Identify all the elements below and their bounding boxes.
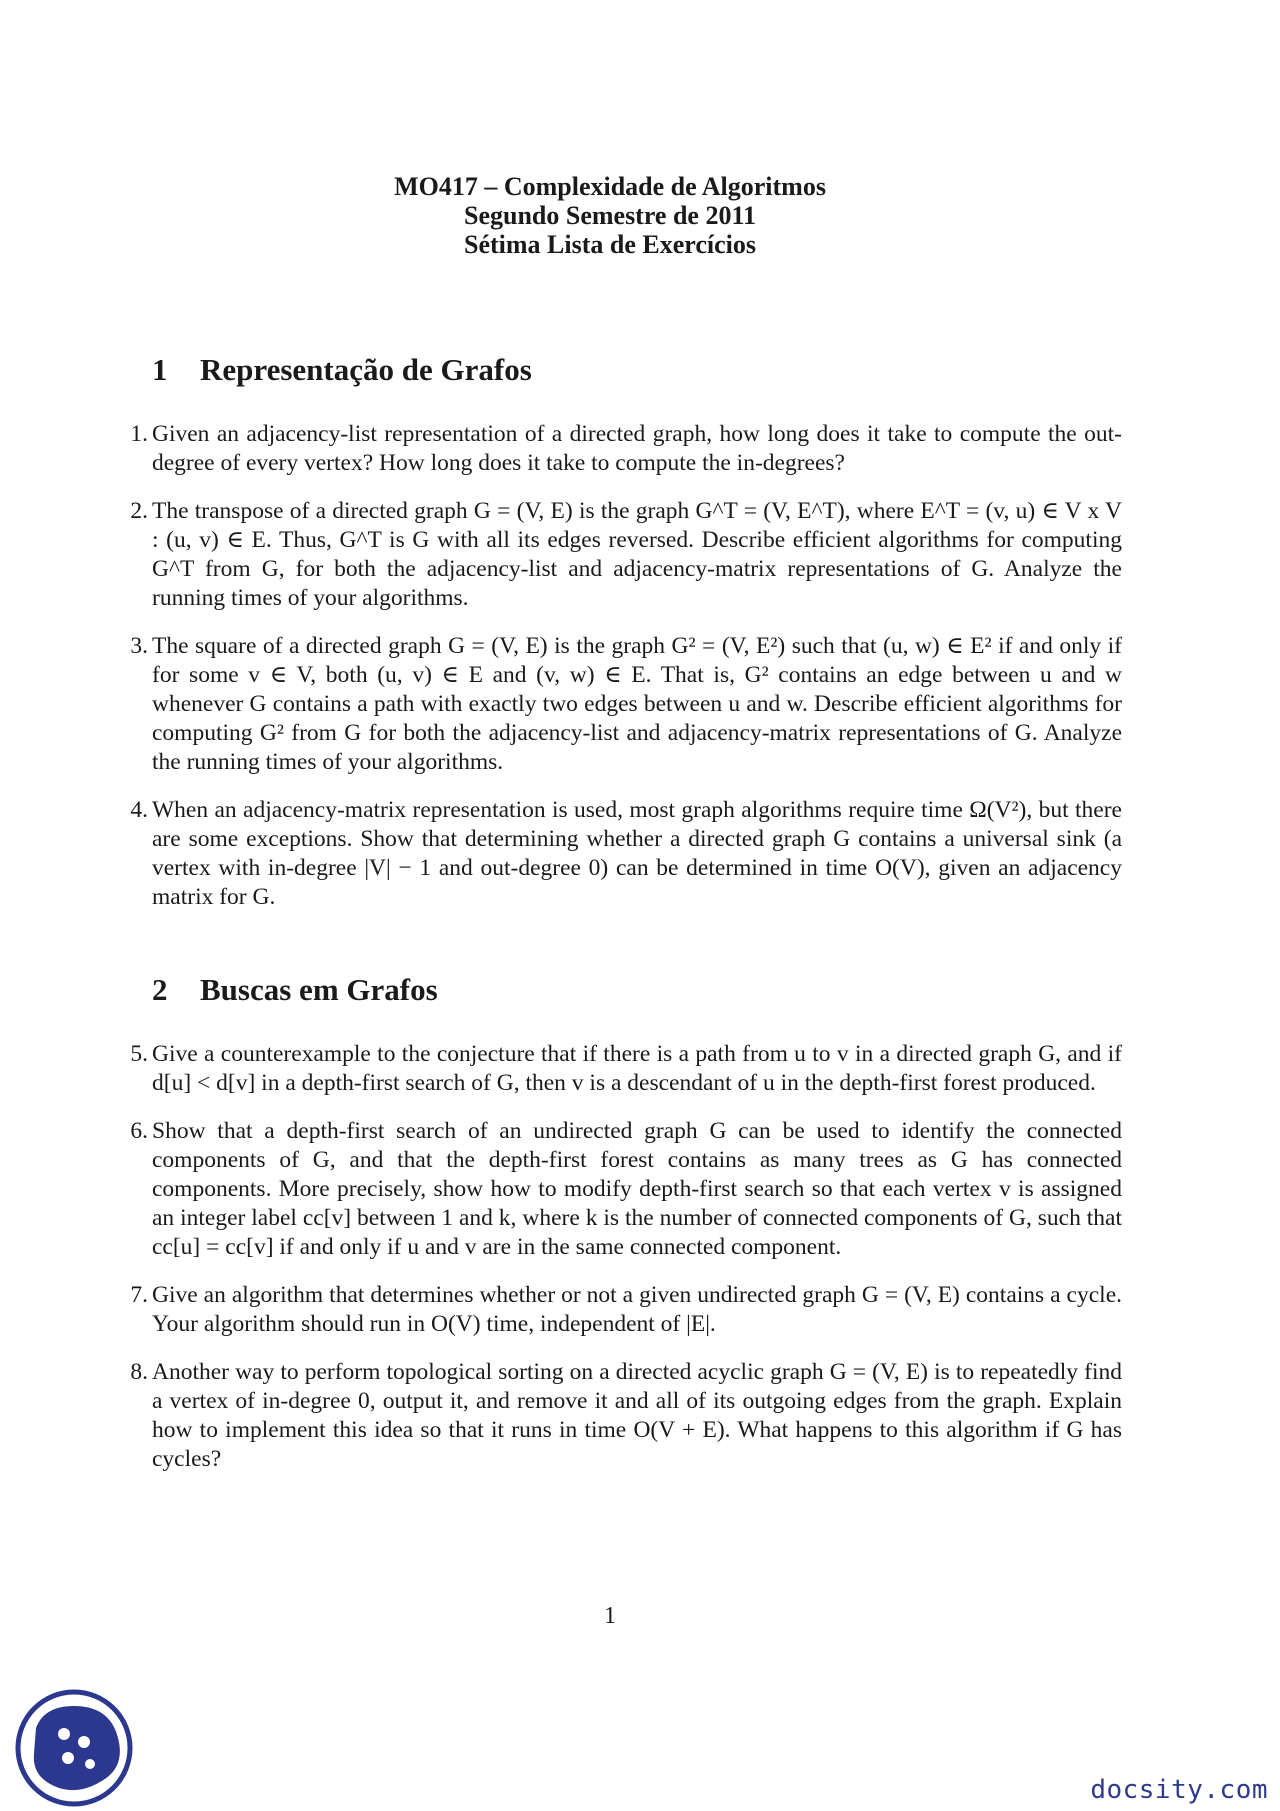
problem-number: 1. xyxy=(130,421,148,447)
problem-list xyxy=(130,1040,1132,1474)
problem-text: Give an algorithm that determines whether or not a given undirected graph G = (V, E) contains a cycle. Your algorithm should run in O(V) time, independent of |E|. xyxy=(152,1282,1122,1337)
problem-text: The square of a directed graph G = (V, E) is the graph G² = (V, E²) such that (u, w) ∈ E² if and only if for some v ∈ V, both (u, v) ∈ E and (v, w) ∈ E. That is, G² contains an edge between u and w whenever G contains a path with exactly two edges between u and w. Describe efficient algorithms for computing G² from G for both the adjacency-list and adjacency-matrix representations of G. Analyze the running times of your algorithms. xyxy=(152,633,1122,775)
problem-text: Give a counterexample to the conjecture that if there is a path from u to v in a directed graph G, and if d[u] < d[v] in a depth-first search of G, then v is a descendant of u in the depth-first forest produced. xyxy=(152,1041,1122,1096)
section-2 xyxy=(130,972,1132,1493)
problem-3 xyxy=(130,632,1122,777)
problem-number: 2. xyxy=(130,498,148,524)
problem-list xyxy=(130,420,1132,912)
section-heading xyxy=(152,972,1132,1008)
section-1 xyxy=(130,352,1132,931)
problem-7 xyxy=(130,1281,1122,1339)
problem-number: 7. xyxy=(130,1282,148,1308)
problem-number: 4. xyxy=(130,797,148,823)
problem-5 xyxy=(130,1040,1122,1098)
course-title: MO417 – Complexidade de Algoritmos xyxy=(394,172,826,201)
problem-4 xyxy=(130,796,1122,912)
problem-number: 3. xyxy=(130,633,148,659)
semester-title: Segundo Semestre de 2011 xyxy=(463,201,757,230)
section-number: 1 xyxy=(152,352,168,387)
problem-number: 8. xyxy=(130,1359,148,1385)
section-title: Buscas em Grafos xyxy=(200,972,438,1007)
list-title: Sétima Lista de Exercícios xyxy=(464,230,756,259)
problem-2 xyxy=(130,497,1122,613)
problem-1 xyxy=(130,420,1122,478)
problem-number: 6. xyxy=(130,1118,148,1144)
section-number: 2 xyxy=(152,972,168,1007)
problem-6 xyxy=(130,1117,1122,1262)
problem-text: Show that a depth-first search of an undirected graph G can be used to identify the connected components of G, and that the depth-first forest contains as many trees as G has connected components. More precisely, show how to modify depth-first search so that each vertex v is assigned an integer label cc[v] between 1 and k, where k is the number of connected components of G, such that cc[u] = cc[v] if and only if u and v are in the same connected component. xyxy=(152,1118,1122,1260)
problem-number: 5. xyxy=(130,1041,148,1067)
docsity-logo-icon[interactable] xyxy=(14,1688,134,1808)
problem-text: Given an adjacency-list representation of a directed graph, how long does it take to compute the out-degree of every vertex? How long does it take to compute the in-degrees? xyxy=(152,421,1122,476)
page-number: 1 xyxy=(604,1603,616,1629)
document-title xyxy=(0,172,1220,259)
problem-text: The transpose of a directed graph G = (V, E) is the graph G^T = (V, E^T), where E^T = (v, u) ∈ V x V : (u, v) ∈ E. Thus, G^T is G with all its edges reversed. Describe efficient algorithms for computing G^T from G, for both the adjacency-list and adjacency-matrix representations of G. Analyze the running times of your algorithms. xyxy=(152,498,1122,611)
problem-8 xyxy=(130,1358,1122,1474)
problem-text: When an adjacency-matrix representation is used, most graph algorithms require time Ω(V²), but there are some exceptions. Show that determining whether a directed graph G contains a universal sink (a vertex with in-degree |V| − 1 and out-degree 0) can be determined in time O(V), given an adjacency matrix for G. xyxy=(152,797,1122,910)
section-title: Representação de Grafos xyxy=(200,352,532,387)
docsity-brand-link[interactable]: docsity.com xyxy=(1090,1775,1268,1805)
problem-text: Another way to perform topological sorting on a directed acyclic graph G = (V, E) is to repeatedly find a vertex of in-degree 0, output it, and remove it and all of its outgoing edges from the graph. Explain how to implement this idea so that it runs in time O(V + E). What happens to this algorithm if G has cycles? xyxy=(152,1359,1122,1472)
section-heading xyxy=(152,352,1132,388)
